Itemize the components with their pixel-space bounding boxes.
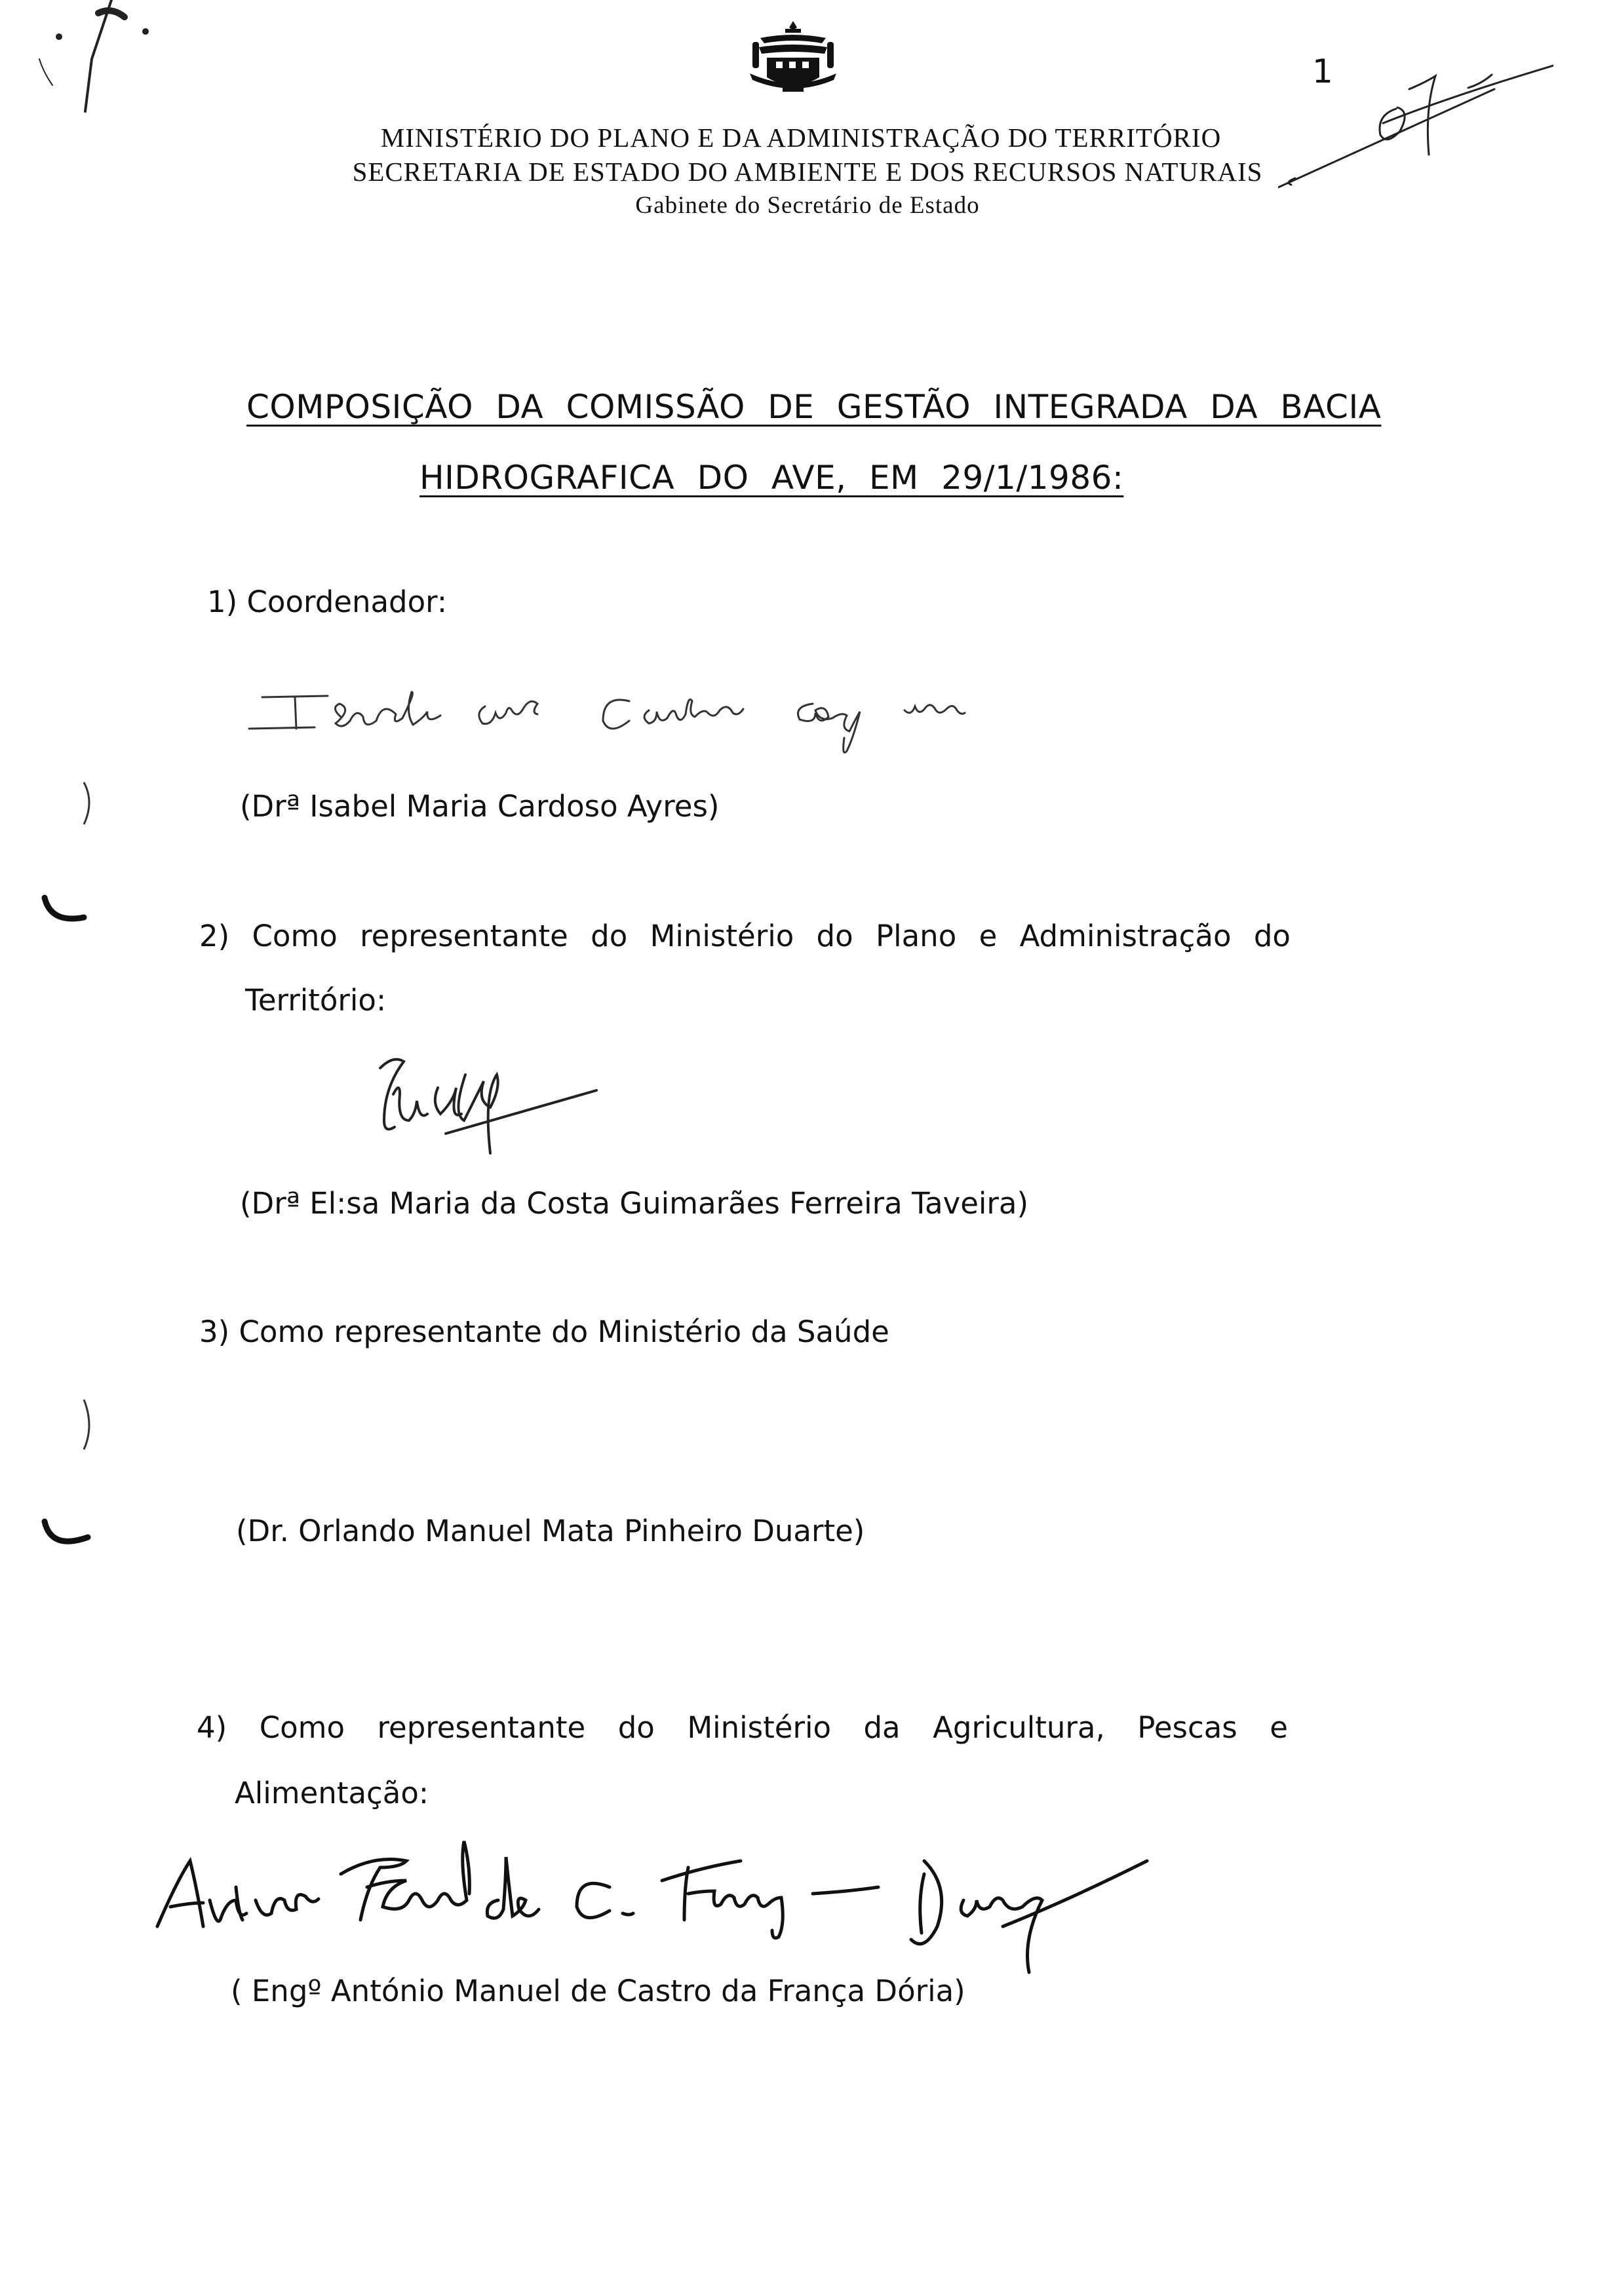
punch-mark bbox=[39, 891, 92, 930]
section-label: Como representante do Ministério da Saúde bbox=[239, 1314, 889, 1349]
secretariat-heading: SECRETARIA DE ESTADO DO AMBIENTE E DOS RECURSOS NATURAIS bbox=[352, 157, 1263, 187]
document-title-line-1: COMPOSIÇÃO DA COMISSÃO DE GESTÃO INTEGRADA DA BACIA bbox=[246, 388, 1382, 426]
section-2-name: (Drª El:sa Maria da Costa Guimarães Ferreira Taveira) bbox=[240, 1186, 1029, 1221]
heading-word: Agricultura, bbox=[933, 1710, 1105, 1745]
punch-mark bbox=[39, 1515, 98, 1554]
section-4-heading-line-2: Alimentação: bbox=[235, 1776, 429, 1810]
page-number: 1 bbox=[1312, 52, 1333, 90]
heading-word: Administração bbox=[1019, 919, 1232, 953]
heading-word: da bbox=[863, 1710, 901, 1745]
punch-mark bbox=[80, 1396, 100, 1455]
section-2-heading-line-1 bbox=[199, 919, 1291, 954]
heading-word: e bbox=[1270, 1710, 1288, 1745]
heading-word: Ministério bbox=[650, 919, 794, 953]
section-number: 3) bbox=[199, 1314, 230, 1349]
section-number: 4) bbox=[197, 1710, 227, 1745]
section-3-heading bbox=[199, 1314, 889, 1350]
section-number: 2) bbox=[199, 919, 230, 953]
section-number: 1) bbox=[207, 584, 238, 619]
scan-smudge-top-left bbox=[33, 0, 151, 131]
heading-word: Como bbox=[252, 919, 338, 953]
signature-elisa-taveira bbox=[367, 1048, 603, 1179]
section-2-heading-line-2: Território: bbox=[245, 983, 387, 1018]
office-heading: Gabinete do Secretário de Estado bbox=[635, 192, 980, 219]
heading-word: do bbox=[591, 919, 628, 953]
document-title-line-2: HIDROGRAFICA DO AVE, EM 29/1/1986: bbox=[419, 459, 1124, 497]
punch-mark bbox=[80, 778, 100, 831]
signature-isabel-ayres bbox=[236, 678, 1154, 750]
section-4-heading-line-1 bbox=[197, 1710, 1288, 1746]
coat-of-arms-emblem bbox=[747, 18, 839, 96]
heading-word: Pescas bbox=[1137, 1710, 1237, 1745]
heading-word: do bbox=[1253, 919, 1291, 953]
heading-word: do bbox=[617, 1710, 655, 1745]
heading-word: representante bbox=[360, 919, 568, 953]
heading-word: do bbox=[816, 919, 853, 953]
heading-word: Como bbox=[259, 1710, 345, 1745]
heading-word: e bbox=[979, 919, 998, 953]
heading-word: representante bbox=[377, 1710, 586, 1745]
section-1-name: (Drª Isabel Maria Cardoso Ayres) bbox=[240, 789, 720, 824]
ministry-heading: MINISTÉRIO DO PLANO E DA ADMINISTRAÇÃO DO TERRITÓRIO bbox=[380, 123, 1222, 153]
initials-signature bbox=[1278, 63, 1553, 201]
heading-word: Ministério bbox=[687, 1710, 831, 1745]
section-4-name: ( Engº António Manuel de Castro da França Dória) bbox=[231, 1974, 965, 2008]
section-1-heading bbox=[207, 584, 447, 620]
heading-word: Plano bbox=[875, 919, 957, 953]
signature-antonio-doria bbox=[151, 1848, 1147, 1966]
section-label: Coordenador: bbox=[246, 584, 448, 619]
section-3-name: (Dr. Orlando Manuel Mata Pinheiro Duarte) bbox=[236, 1514, 865, 1548]
